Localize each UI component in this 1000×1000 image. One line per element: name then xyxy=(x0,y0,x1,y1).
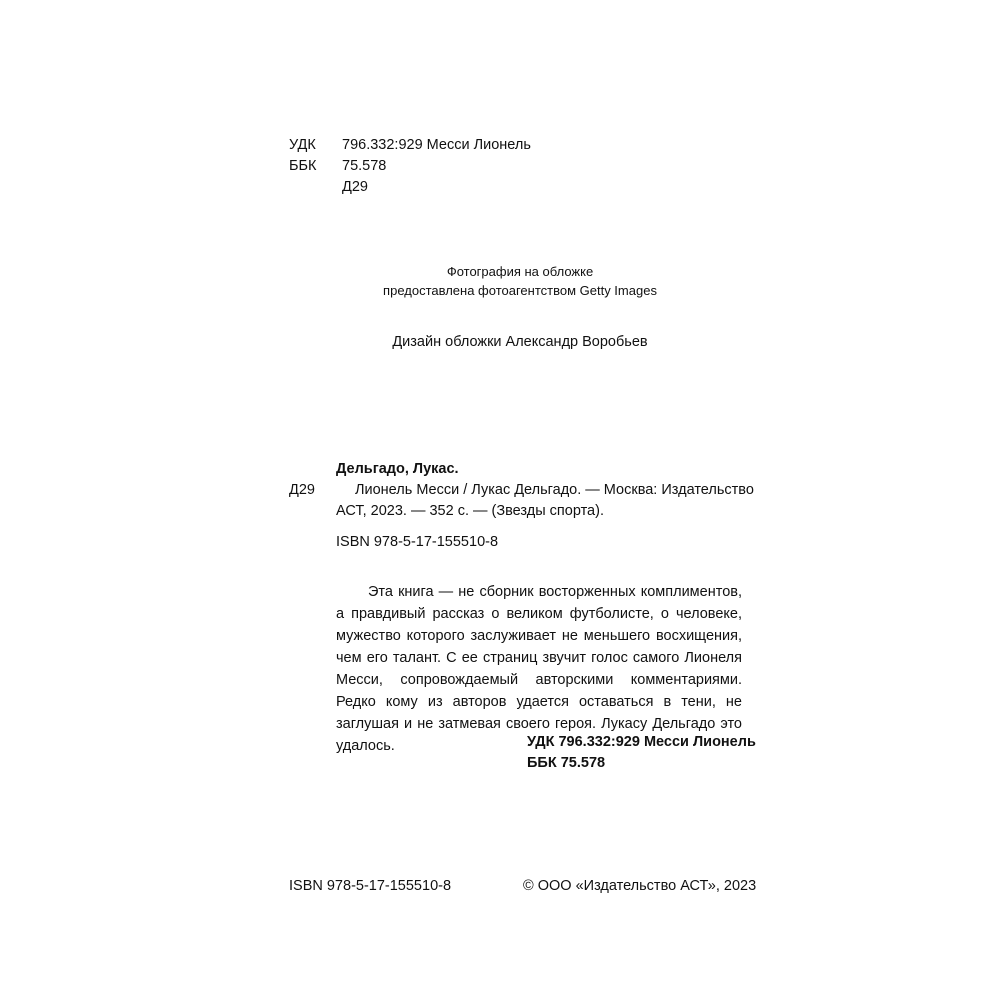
photo-credit-line2: предоставлена фотоагентством Getty Images xyxy=(383,283,657,298)
footer-copyright: © ООО «Издательство АСТ», 2023 xyxy=(523,878,757,894)
design-credit: Дизайн обложки Александр Воробьев xyxy=(392,334,648,350)
annotation-text: Эта книга — не сборник восторженных комплиментов, а правдивый рассказ о великом футболисте, о человеке, мужество которого заслуживает не меньшего восхищения, чем его талант. С ее страниц звучит голос самого Лионеля Месси, сопровождаемый авторскими комментариями. Редко кому из авторов удается оставаться в тени, не заглушая и не затмевая своего героя. Лукасу Дельгадо это удалось. xyxy=(336,584,742,754)
author-mark: Д29 xyxy=(342,179,368,195)
bbk-label: ББК xyxy=(289,158,317,174)
photo-credit-line1: Фотография на обложке xyxy=(446,264,594,279)
footer-isbn: ISBN 978-5-17-155510-8 xyxy=(289,878,452,894)
photo-credit xyxy=(300,262,740,300)
bibliography-title-line2: АСТ, 2023. — 352 с. — (Звезды спорта). xyxy=(336,503,604,519)
bibliography-author: Дельгадо, Лукас. xyxy=(336,461,459,477)
udk-label: УДК xyxy=(289,137,316,153)
bibliography-author-mark: Д29 xyxy=(289,482,315,498)
udk-bottom: УДК 796.332:929 Месси Лионель xyxy=(527,734,756,750)
bibliography-isbn: ISBN 978-5-17-155510-8 xyxy=(336,534,499,550)
bbk-value: 75.578 xyxy=(342,158,387,174)
bbk-bottom: ББК 75.578 xyxy=(527,755,606,771)
bibliography-title-line1: Лионель Месси / Лукас Дельгадо. — Москва: Издательство xyxy=(355,482,754,498)
udk-value: 796.332:929 Месси Лионель xyxy=(342,137,531,153)
